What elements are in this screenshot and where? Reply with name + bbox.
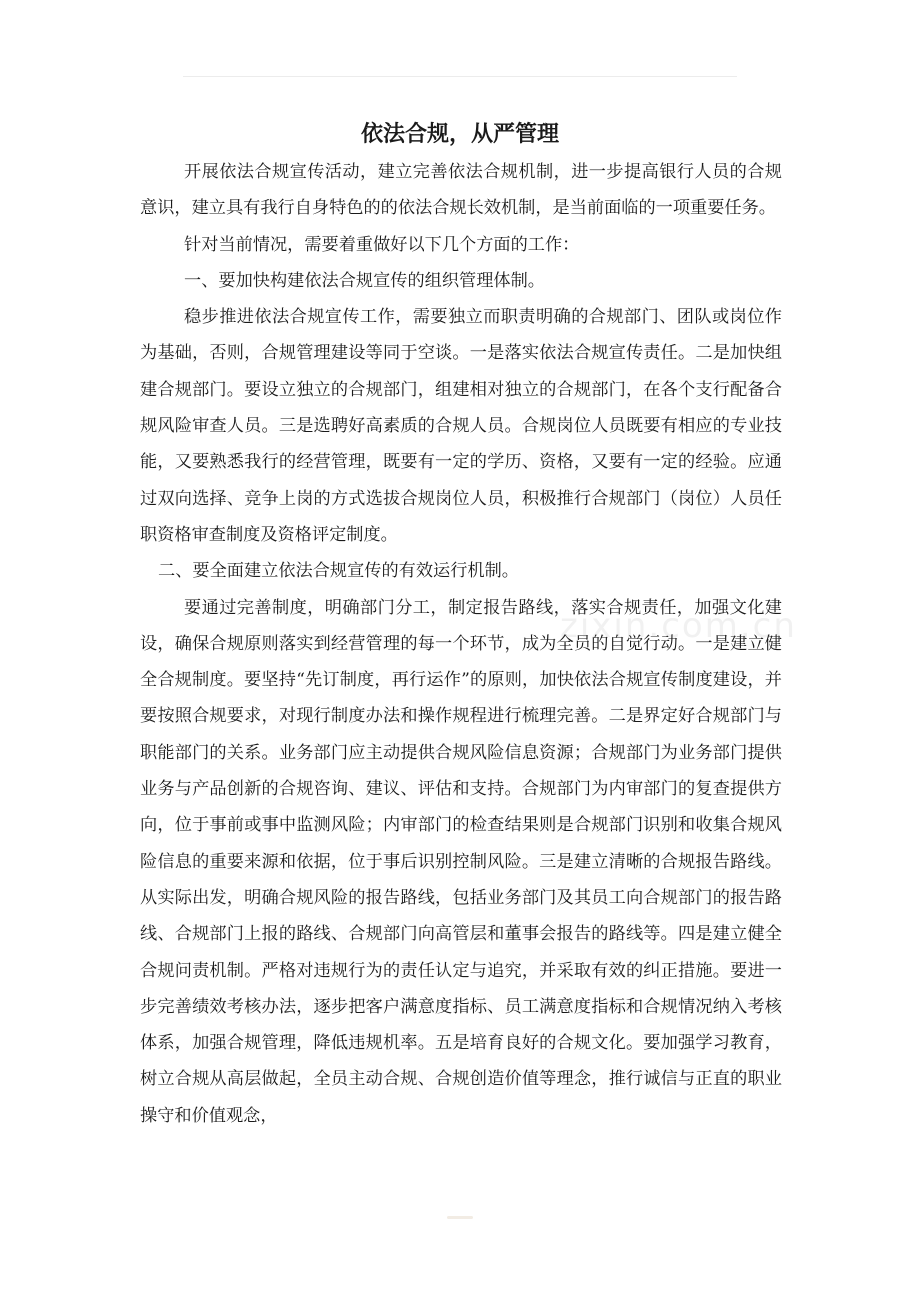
heading-section-two: 二、要全面建立依法合规宣传的有效运行机制。 <box>158 561 519 582</box>
paragraph-section-one: 稳步推进依法合规宣传工作，需要独立而职责明确的合规部门、团队或岗位作为基础，否则，合规管理建设等同于空谈。一是落实依法合规宣传责任。二是加快组建合规部门。要设立独立的合规部门，组建相对独立的合规部门，在各个支行配备合规风险审查人员。三是选聘好高素质的合规人员。合规岗位人员既要有相应的专业技能，又要熟悉我行的经营管理，既要有一定的学历、资格，又要有一定的经验。应通过双向选择、竞争上岗的方式选拔合规岗位人员，积极推行合规部门（岗位）人员任职资格审查制度及资格评定制度。 <box>140 307 782 545</box>
document-title: 依法合规，从严管理 <box>360 121 559 147</box>
heading-section-one: 一、要加快构建依法合规宣传的组织管理体制。 <box>184 270 545 291</box>
paragraph-focus: 针对当前情况，需要着重做好以下几个方面的工作： <box>184 234 580 255</box>
footer-mark <box>447 1216 473 1219</box>
header-divider <box>183 76 737 77</box>
document-body <box>140 154 782 1134</box>
watermark: zixin.com.cn <box>560 606 797 646</box>
paragraph-intro: 开展依法合规宣传活动，建立完善依法合规机制，进一步提高银行人员的合规意识，建立具有我行自身特色的的依法合规长效机制，是当前面临的一项重要任务。 <box>140 162 782 219</box>
paragraph-section-two: 要通过完善制度，明确部门分工，制定报告路线，落实合规责任，加强文化建设，确保合规原则落实到经营管理的每一个环节，成为全员的自觉行动。一是建立健全合规制度。要坚持“先订制度，再行运作”的原则，加快依法合规宣传制度建设，并要按照合规要求，对现行制度办法和操作规程进行梳理完善。二是界定好合规部门与职能部门的关系。业务部门应主动提供合规风险信息资源；合规部门为业务部门提供业务与产品创新的合规咨询、建议、评估和支持。合规部门为内审部门的复查提供方向，位于事前或事中监测风险；内审部门的检查结果则是合规部门识别和收集合规风险信息的重要来源和依据，位于事后识别控制风险。三是建立清晰的合规报告路线。从实际出发，明确合规风险的报告路线，包括业务部门及其员工向合规部门的报告路线、合规部门上报的路线、合规部门向高管层和董事会报告的路线等。四是建立健全合规问责机制。严格对违规行为的责任认定与追究，并采取有效的纠正措施。要进一步完善绩效考核办法，逐步把客户满意度指标、员工满意度指标和合规情况纳入考核体系，加强合规管理，降低违规机率。五是培育良好的合规文化。要加强学习教育，树立合规从高层做起，全员主动合规、合规创造价值等理念，推行诚信与正直的职业操守和价值观念， <box>140 597 782 1126</box>
